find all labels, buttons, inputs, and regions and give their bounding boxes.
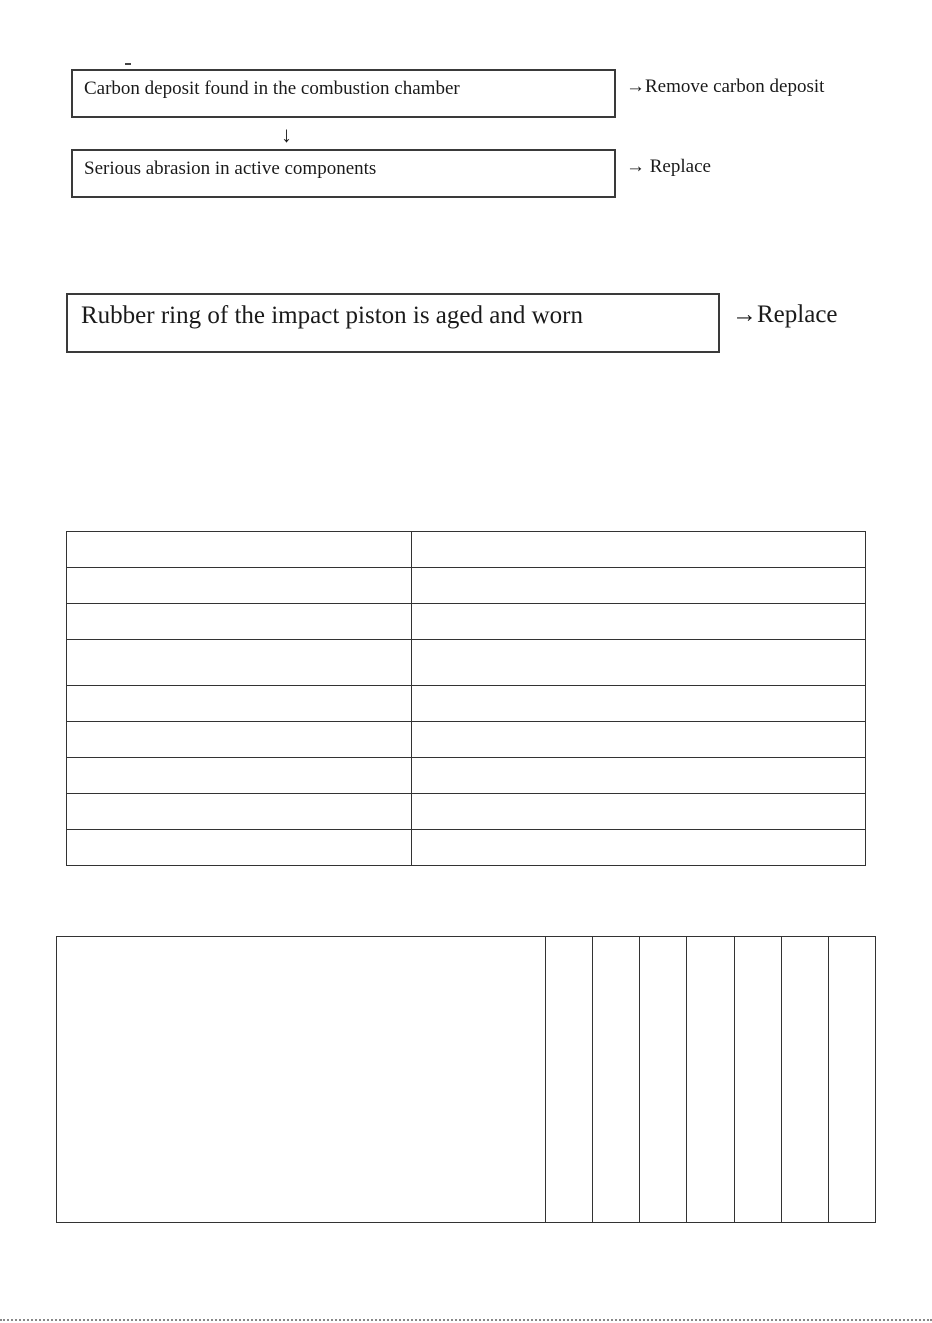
table-row: [67, 532, 866, 568]
table-cell-wide: [57, 937, 546, 1223]
flow-box-carbon-deposit: [71, 69, 616, 118]
table-cell: [412, 640, 866, 686]
empty-grid-table-2: [56, 936, 876, 1223]
table-row: [67, 686, 866, 722]
table-cell: [67, 722, 412, 758]
table-cell: [412, 794, 866, 830]
table-cell-narrow: [593, 937, 640, 1223]
table-cell: [67, 532, 412, 568]
table-cell: [67, 686, 412, 722]
table-row: [67, 830, 866, 866]
flow-action-replace-components: → Replace: [626, 156, 711, 177]
page-bottom-dotted-rule: [0, 1319, 932, 1321]
table-cell: [412, 722, 866, 758]
table-cell: [412, 830, 866, 866]
table-cell: [67, 568, 412, 604]
table-row: [67, 640, 866, 686]
table-cell-narrow: [828, 937, 875, 1223]
down-arrow-icon: ↓: [281, 122, 292, 147]
table-cell: [67, 830, 412, 866]
table-row: [57, 937, 876, 1223]
table-cell: [67, 640, 412, 686]
table-cell: [67, 794, 412, 830]
table-cell: [412, 604, 866, 640]
table-cell: [412, 686, 866, 722]
table-row: [67, 722, 866, 758]
table-cell-narrow: [546, 937, 593, 1223]
flow-action-remove-carbon: →Remove carbon deposit: [626, 76, 825, 97]
flow-box-abrasion: [71, 149, 616, 198]
flow-action-replace-rubber-ring: →Replace: [732, 301, 838, 328]
flow-box-abrasion-text: Serious abrasion in active components: [84, 158, 377, 179]
table-cell: [412, 758, 866, 794]
stray-mark: [125, 63, 131, 65]
empty-grid-table-1: [66, 531, 866, 866]
table-cell-narrow: [687, 937, 734, 1223]
table-cell-narrow: [781, 937, 828, 1223]
table-cell-narrow: [734, 937, 781, 1223]
table-row: [67, 604, 866, 640]
table-row: [67, 794, 866, 830]
table-row: [67, 568, 866, 604]
flow-box-rubber-ring: [66, 293, 720, 353]
table-cell: [412, 532, 866, 568]
flow-box-rubber-ring-text: Rubber ring of the impact piston is aged and worn: [81, 302, 583, 329]
table-cell: [412, 568, 866, 604]
table-cell: [67, 604, 412, 640]
table-cell: [67, 758, 412, 794]
table-row: [67, 758, 866, 794]
flow-box-carbon-deposit-text: Carbon deposit found in the combustion chamber: [84, 78, 460, 99]
table-cell-narrow: [640, 937, 687, 1223]
